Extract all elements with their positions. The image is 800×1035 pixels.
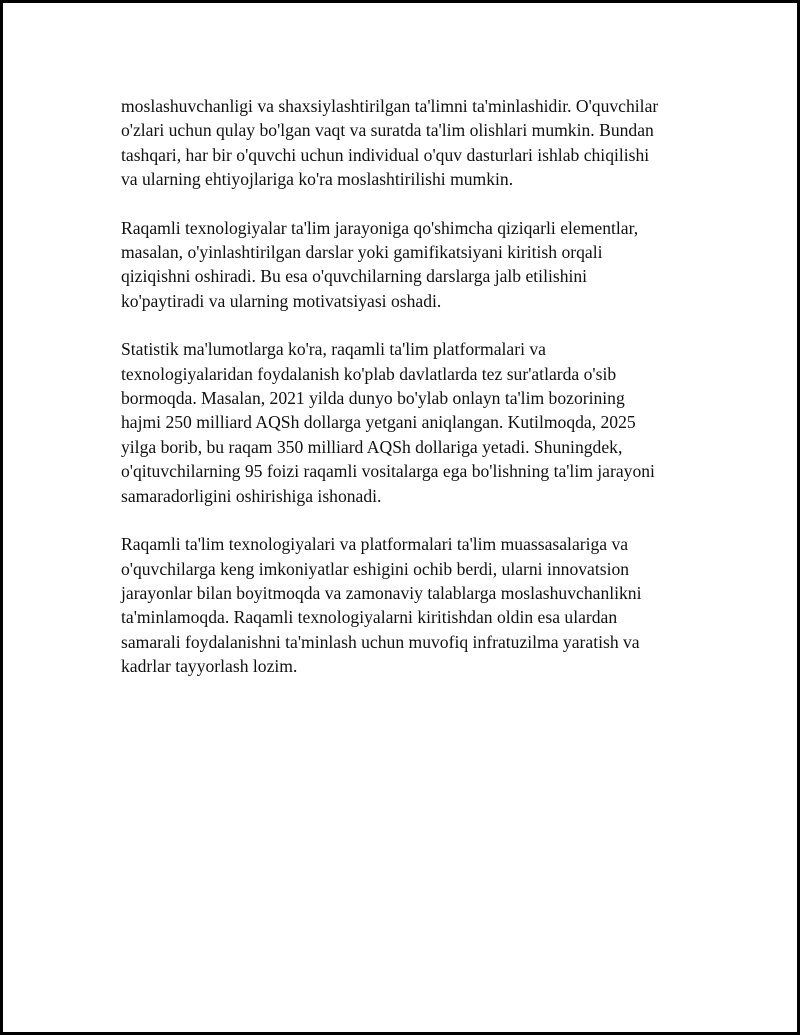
paragraph-1 — [121, 94, 701, 192]
text-line: ta'minlamoqda. Raqamli texnologiyalarni kiritishdan oldin esa ulardan — [121, 607, 618, 628]
text-line: Statistik ma'lumotlarga ko'ra, raqamli ta'lim platformalari va — [121, 339, 546, 360]
paragraph-2 — [121, 216, 701, 314]
text-line: ko'paytiradi va ularning motivatsiyasi oshadi. — [121, 290, 442, 311]
text-line: tashqari, har bir o'quvchi uchun individual o'quv dasturlari ishlab chiqilishi — [121, 144, 650, 165]
text-line: yilga borib, bu raqam 350 milliard AQSh dollariga yetadi. Shuningdek, — [121, 436, 623, 457]
text-line: o'zlari uchun qulay bo'lgan vaqt va suratda ta'lim olishlari mumkin. Bundan — [121, 120, 654, 141]
paragraph-3 — [121, 337, 701, 508]
text-line: va ularning ehtiyojlariga ko'ra moslashtirilishi mumkin. — [121, 169, 514, 190]
text-line: masalan, o'yinlashtirilgan darslar yoki gamifikatsiyani kiritish orqali — [121, 242, 603, 263]
text-line: hajmi 250 milliard AQSh dollarga yetgani aniqlangan. Kutilmoqda, 2025 — [121, 412, 636, 433]
text-line: bormoqda. Masalan, 2021 yilda dunyo bo'ylab onlayn ta'lim bozorining — [121, 388, 625, 409]
text-line: o'quvchilarga keng imkoniyatlar eshigini ochib berdi, ularni innovatsion — [121, 558, 630, 579]
text-line: Raqamli ta'lim texnologiyalari va platformalari ta'lim muassasalariga va — [121, 534, 629, 555]
text-line: o'qituvchilarning 95 foizi raqamli vositalarga ega bo'lishning ta'lim jarayoni — [121, 461, 655, 482]
text-line: qiziqishni oshiradi. Bu esa o'quvchilarning darslarga jalb etilishini — [121, 266, 588, 287]
text-line: moslashuvchanligi va shaxsiylashtirilgan ta'limni ta'minlashidir. O'quvchilar — [121, 96, 659, 116]
text-line: Raqamli texnologiyalar ta'lim jarayoniga qo'shimcha qiziqarli elementlar, — [121, 217, 639, 238]
document-body — [121, 94, 701, 703]
text-line: samarali foydalanishni ta'minlash uchun muvofiq infratuzilma yaratish va — [121, 631, 640, 652]
text-line: texnologiyalaridan foydalanish ko'plab davlatlarda tez sur'atlarda o'sib — [121, 363, 617, 384]
text-line: samaradorligini oshirishiga ishonadi. — [121, 485, 382, 506]
text-line: kadrlar tayyorlash lozim. — [121, 656, 298, 677]
text-line: jarayonlar bilan boyitmoqda va zamonaviy talablarga moslashuvchanlikni — [121, 582, 642, 603]
paragraph-4 — [121, 532, 701, 678]
